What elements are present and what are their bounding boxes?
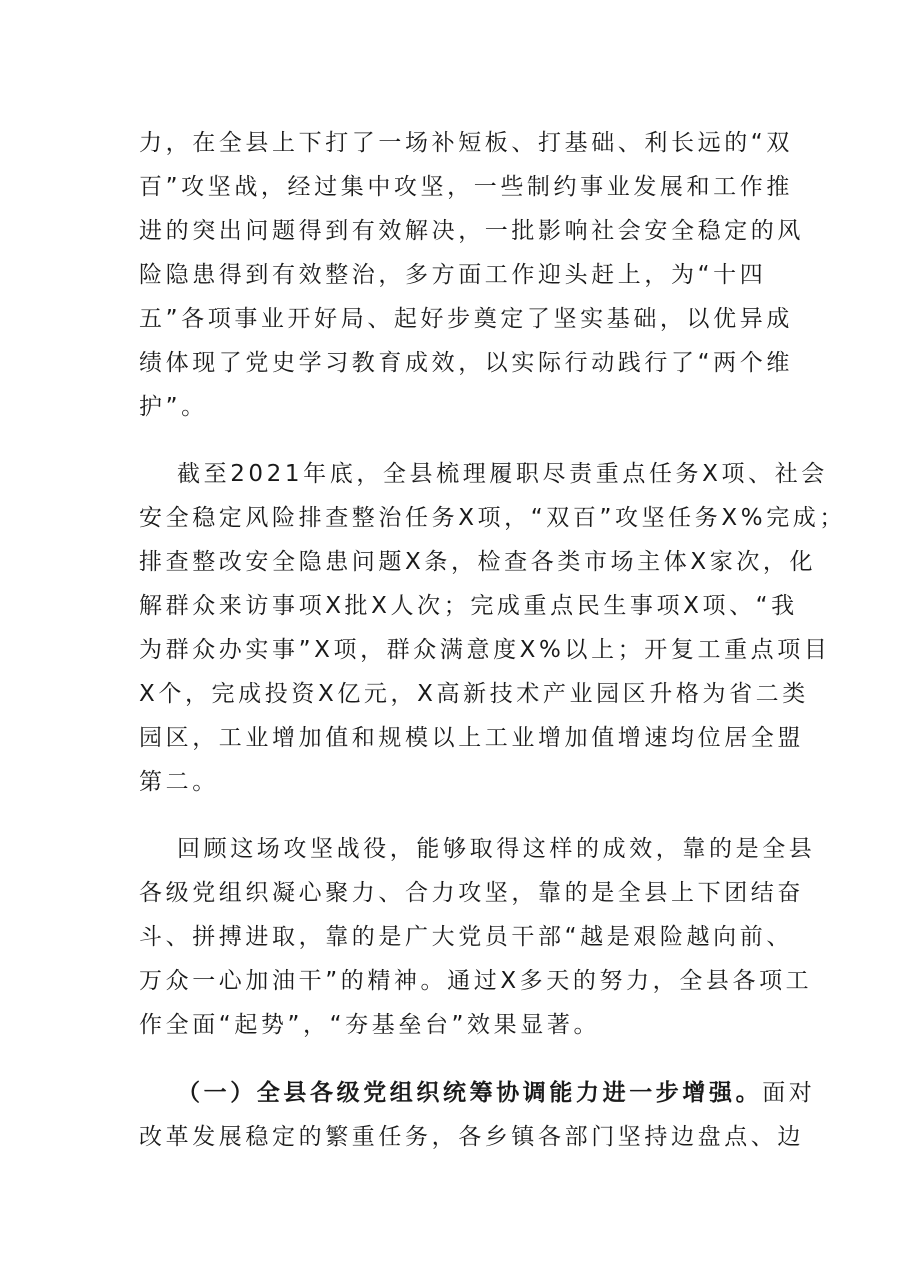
section-heading-tail: 面对 (762, 1080, 816, 1106)
paragraph-1-line-7: 护”。 (139, 394, 208, 420)
paragraph-1-line-6: 绩体现了党史学习教育成效，以实际行动践行了“两个维 (139, 350, 793, 376)
paragraph-1-line-3: 进的突出问题得到有效解决，一批影响社会安全稳定的风 (139, 218, 804, 244)
paragraph-2-line-5: 为群众办实事”X项，群众满意度X%以上；开复工重点项目 (139, 637, 831, 663)
paragraph-2-line-8: 第二。 (139, 769, 219, 795)
paragraph-1-line-1: 力，在全县上下打了一场补短板、打基础、利长远的“双 (139, 130, 793, 156)
paragraph-4-line-2: 改革发展稳定的繁重任务，各乡镇各部门坚持边盘点、边 (139, 1124, 804, 1150)
paragraph-1-line-4: 险隐患得到有效整治，多方面工作迎头赶上，为“十四 (139, 262, 767, 288)
paragraph-3-line-2: 各级党组织凝心聚力、合力攻坚，靠的是全县上下团结奋 (139, 880, 804, 906)
paragraph-2-line-2: 安全稳定风险排查整治任务X项，“双百”攻坚任务X%完成； (139, 505, 846, 531)
paragraph-2-line-4: 解群众来访事项X批X人次；完成重点民生事项X项、“我 (139, 593, 798, 619)
paragraph-2-line-1: 截至2021年底，全县梳理履职尽责重点任务X项、社会 (177, 461, 828, 487)
paragraph-1-line-2: 百”攻坚战，经过集中攻坚，一些制约事业发展和工作推 (139, 174, 793, 200)
paragraph-2-line-6: X个，完成投资X亿元，X高新技术产业园区升格为省二类 (139, 681, 809, 707)
paragraph-1-line-5: 五”各项事业开好局、起好步奠定了坚实基础，以优异成 (139, 306, 793, 332)
section-heading: （一）全县各级党组织统筹协调能力进一步增强。 (177, 1080, 763, 1106)
section-heading-line (177, 1078, 815, 1108)
paragraph-3-line-1: 回顾这场攻坚战役，能够取得这样的成效，靠的是全县 (177, 836, 816, 862)
paragraph-3-line-3: 斗、拼搏进取，靠的是广大党员干部“越是艰险越向前、 (139, 924, 793, 950)
paragraph-3-line-4: 万众一心加油干”的精神。通过X多天的努力，全县各项工 (139, 968, 813, 994)
paragraph-2-line-3: 排查整改安全隐患问题X条，检查各类市场主体X家次，化 (139, 549, 817, 575)
paragraph-2-line-7: 园区，工业增加值和规模以上工业增加值增速均位居全盟 (139, 725, 804, 751)
paragraph-3-line-5: 作全面“起势”，“夯基垒台”效果显著。 (139, 1012, 601, 1038)
